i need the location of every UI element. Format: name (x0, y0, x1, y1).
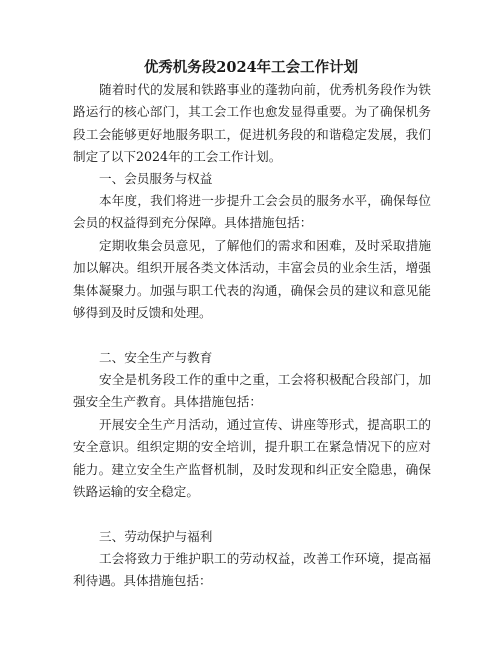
document-title: 优秀机务段2024年工会工作计划 (143, 59, 359, 76)
section-heading-3: 三、劳动保护与福利 (99, 529, 213, 544)
section-heading-2: 二、安全生产与教育 (99, 350, 213, 365)
section-1-paragraph-2: 定期收集会员意见，了解他们的需求和困难，及时采取措施加以解决。组织开展各类文体活动，丰富会员的业余生活，增强集体凝聚力。加强与职工代表的沟通，确保会员的建议和意见能够得到及时反馈和处理。 (73, 238, 431, 321)
section-1-paragraph-1: 本年度，我们将进一步提升工会会员的服务水平，确保每位会员的权益得到充分保障。具体措施包括： (73, 193, 431, 231)
section-heading-1: 一、会员服务与权益 (99, 171, 213, 186)
section-2-paragraph-1: 安全是机务段工作的重中之重，工会将积极配合段部门，加强安全生产教育。具体措施包括： (73, 372, 431, 410)
section-2-paragraph-2: 开展安全生产月活动，通过宣传、讲座等形式，提高职工的安全意识。组织定期的安全培训，提升职工在紧急情况下的应对能力。建立安全生产监督机制，及时发现和纠正安全隐患，确保铁路运输的安全稳定。 (73, 417, 431, 500)
intro-paragraph: 随着时代的发展和铁路事业的蓬勃向前，优秀机务段作为铁路运行的核心部门，其工会工作也愈发显得重要。为了确保机务段工会能够更好地服务职工，促进机务段的和谐稳定发展，我们制定了以下2024年的工会工作计划。 (73, 82, 431, 165)
section-3-paragraph-1: 工会将致力于维护职工的劳动权益，改善工作环境，提高福利待遇。具体措施包括： (73, 551, 431, 589)
